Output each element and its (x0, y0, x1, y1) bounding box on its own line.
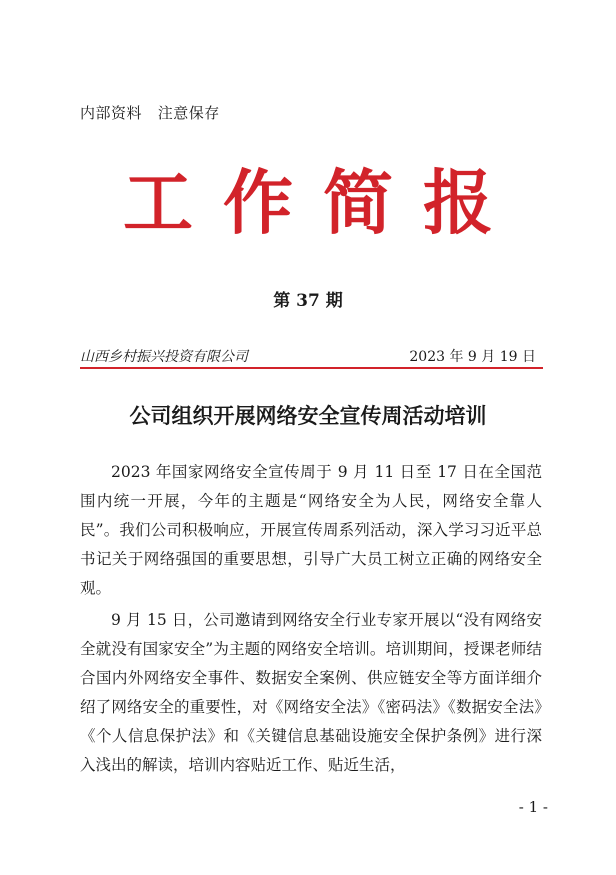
page-number: - 1 - (518, 798, 548, 816)
article-headline: 公司组织开展网络安全宣传周活动培训 (129, 404, 487, 428)
issue-date: 2023 年 9 月 19 日 (409, 349, 536, 365)
red-divider-rule (80, 367, 543, 369)
article-paragraph: 9 月 15 日，公司邀请到网络安全行业专家开展以“没有网络安全就没有国家安全”为主题的网络安全培训。培训期间，授课老师结合国内外网络安全事件、数据安全案例、供应链安全等方面详细介绍了网络安全的重要性，对《网络安全法》《密码法》《数据安全法》《个人信息保护法》和《关键信息基础设施安全保护条例》进行深入浅出的解读，培训内容贴近工作、贴近生活， (80, 611, 542, 774)
confidential-note: 内部资料 注意保存 (80, 104, 220, 122)
issuer-organization: 山西乡村振兴投资有限公司 (80, 349, 248, 365)
issue-number: 第 37 期 (273, 291, 343, 311)
issuer-line (80, 346, 540, 366)
article-body (80, 458, 542, 783)
article-paragraph: 2023 年国家网络安全宣传周于 9 月 11 日至 17 日在全国范围内统一开展，今年的主题是“网络安全为人民，网络安全靠人民”。我们公司积极响应，开展宣传周系列活动，深入学习习近平总书记关于网络强国的重要思想，引导广大员工树立正确的网络安全观。 (80, 463, 542, 597)
masthead-title: 工作简报 (123, 162, 523, 244)
